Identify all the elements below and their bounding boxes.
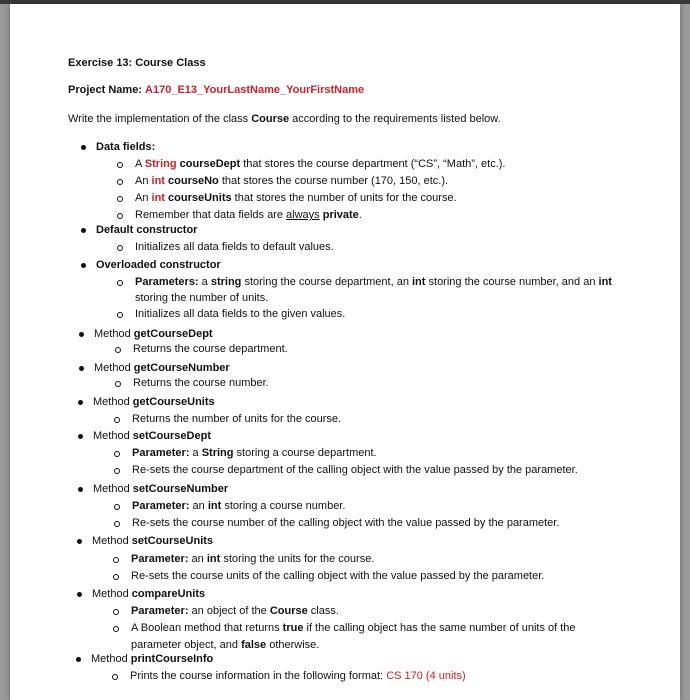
sub-bullet: [117, 162, 123, 168]
text: Method: [92, 588, 132, 600]
text: storing the units for the course.: [220, 553, 375, 565]
intro-text: [68, 112, 501, 126]
data-field-course-units: [135, 191, 457, 205]
bullet: [81, 263, 86, 268]
default-constructor-desc: Initializes all data fields to default values.: [135, 241, 334, 253]
type-keyword: String: [144, 158, 177, 170]
method-name: setCourseDept: [132, 430, 211, 442]
sub-bullet: [117, 179, 123, 185]
overloaded-constructor-params-cont: storing the number of units.: [135, 292, 269, 304]
type-keyword: int: [151, 192, 165, 204]
field-name: courseNo: [168, 175, 219, 187]
document-page: [10, 4, 680, 700]
bullet: [78, 400, 83, 405]
data-fields-note: [135, 208, 362, 222]
project-label: Project Name:: [68, 84, 142, 96]
project-name-line: [68, 83, 364, 97]
text: class.: [307, 605, 339, 617]
sub-bullet: [117, 245, 123, 251]
bold-word: private: [322, 209, 359, 221]
default-constructor-heading: Default constructor: [96, 224, 198, 236]
text: Method: [93, 430, 133, 442]
data-fields-heading: Data fields:: [96, 141, 156, 153]
sub-bullet: [117, 213, 123, 219]
text: Method: [92, 535, 132, 547]
method-name: setCourseUnits: [131, 535, 214, 547]
bullet: [77, 592, 82, 597]
data-field-course-no: [135, 174, 448, 188]
method-name: compareUnits: [131, 588, 206, 600]
print-course-info-desc: [130, 669, 466, 683]
sub-bullet: [114, 417, 120, 423]
overloaded-constructor-desc: Initializes all data fields to the given values.: [135, 308, 346, 320]
set-course-units-desc: Re-sets the course units of the calling object with the value passed by the parameter.: [131, 570, 545, 582]
text: Method: [93, 396, 133, 408]
compare-units-desc-cont: [131, 638, 319, 652]
format-example: CS 170 (4 units): [386, 670, 466, 682]
sub-bullet: [117, 196, 123, 202]
sub-bullet: [117, 312, 123, 318]
overloaded-constructor-params: [135, 275, 612, 289]
field-name: courseDept: [179, 158, 241, 170]
text: An: [135, 175, 152, 187]
text: Method: [94, 328, 134, 340]
type-keyword: int: [206, 553, 221, 565]
text: A Boolean method that returns: [131, 622, 283, 634]
sub-bullet: [115, 347, 121, 353]
bold-word: false: [241, 639, 267, 651]
intro-pre: Write the implementation of the class: [68, 113, 252, 125]
data-field-course-dept: [135, 157, 506, 171]
text: Method: [93, 483, 133, 495]
text: Remember that data fields are: [135, 209, 287, 221]
underlined-word: always: [286, 209, 320, 221]
text: that stores the number of units for the course.: [231, 192, 457, 204]
text: an: [189, 500, 208, 512]
intro-post: according to the requirements listed below.: [289, 113, 501, 125]
compare-units-param: [131, 604, 339, 618]
type-keyword: String: [201, 447, 234, 459]
bullet: [81, 228, 86, 233]
sub-bullet: [113, 557, 119, 563]
text: an: [188, 553, 207, 565]
type-keyword: int: [412, 276, 426, 288]
text: A: [135, 158, 145, 170]
project-name: A170_E13_YourLastName_YourFirstName: [145, 84, 365, 96]
method-set-course-number: [93, 482, 228, 496]
label: Parameter:: [131, 605, 189, 617]
method-name: getCourseUnits: [132, 396, 215, 408]
text: a: [198, 276, 211, 288]
text: .: [358, 209, 362, 221]
text: storing a course number.: [221, 500, 346, 512]
intro-class: Course: [251, 113, 290, 125]
set-course-number-param: [132, 499, 345, 513]
method-name: printCourseInfo: [130, 653, 214, 665]
method-name: getCourseNumber: [133, 362, 230, 374]
method-set-course-dept: [93, 429, 211, 443]
label: Parameters:: [135, 276, 199, 288]
field-name: courseUnits: [168, 192, 232, 204]
type-keyword: int: [598, 276, 612, 288]
method-get-course-dept: [94, 327, 213, 341]
sub-bullet: [117, 280, 123, 286]
method-get-course-units: [93, 395, 215, 409]
bullet: [78, 487, 83, 492]
text: Method: [91, 653, 131, 665]
text: storing the course department, an: [241, 276, 412, 288]
set-course-number-desc: Re-sets the course number of the calling object with the value passed by the parameter.: [132, 517, 560, 529]
exercise-title: Exercise 13: Course Class: [68, 57, 206, 69]
type-keyword: int: [207, 500, 222, 512]
text: parameter object, and: [131, 639, 242, 651]
text: that stores the course department (“CS”, “Math”, etc.).: [240, 158, 506, 170]
bold-word: true: [282, 622, 304, 634]
overloaded-constructor-heading: Overloaded constructor: [96, 259, 221, 271]
text: an object of the: [188, 605, 270, 617]
text: a: [189, 447, 202, 459]
sub-bullet: [112, 674, 118, 680]
set-course-dept-param: [132, 446, 377, 460]
type-keyword: string: [210, 276, 242, 288]
label: Parameter:: [132, 447, 190, 459]
get-course-units-desc: Returns the number of units for the course.: [132, 413, 342, 425]
sub-bullet: [113, 626, 119, 632]
set-course-units-param: [131, 552, 374, 566]
bullet: [79, 332, 84, 337]
label: Parameter:: [131, 553, 189, 565]
class-name: Course: [269, 605, 308, 617]
compare-units-desc: [131, 621, 576, 635]
label: Parameter:: [132, 500, 190, 512]
bullet: [77, 539, 82, 544]
method-print-course-info: [91, 652, 213, 666]
method-name: getCourseDept: [133, 328, 213, 340]
sub-bullet: [114, 468, 120, 474]
get-course-dept-desc: Returns the course department.: [133, 343, 288, 355]
text: that stores the course number (170, 150, etc.).: [218, 175, 449, 187]
bullet: [79, 366, 84, 371]
get-course-number-desc: Returns the course number.: [133, 377, 269, 389]
method-compare-units: [92, 587, 205, 601]
text: storing the course number, and an: [425, 276, 599, 288]
sub-bullet: [114, 451, 120, 457]
bullet: [78, 434, 83, 439]
set-course-dept-desc: Re-sets the course department of the calling object with the value passed by the parameter.: [132, 464, 578, 476]
method-set-course-units: [92, 534, 213, 548]
sub-bullet: [115, 381, 121, 387]
sub-bullet: [114, 504, 120, 510]
sub-bullet: [114, 521, 120, 527]
bullet: [76, 657, 81, 662]
type-keyword: int: [151, 175, 165, 187]
text: storing a course department.: [233, 447, 377, 459]
bullet: [81, 145, 86, 150]
sub-bullet: [113, 609, 119, 615]
text: An: [135, 192, 152, 204]
method-name: setCourseNumber: [132, 483, 229, 495]
method-get-course-number: [94, 361, 230, 375]
text: otherwise.: [266, 639, 320, 651]
text: Prints the course information in the following format:: [130, 670, 387, 682]
text: Method: [94, 362, 134, 374]
sub-bullet: [113, 574, 119, 580]
text: if the calling object has the same number of units of the: [303, 622, 576, 634]
